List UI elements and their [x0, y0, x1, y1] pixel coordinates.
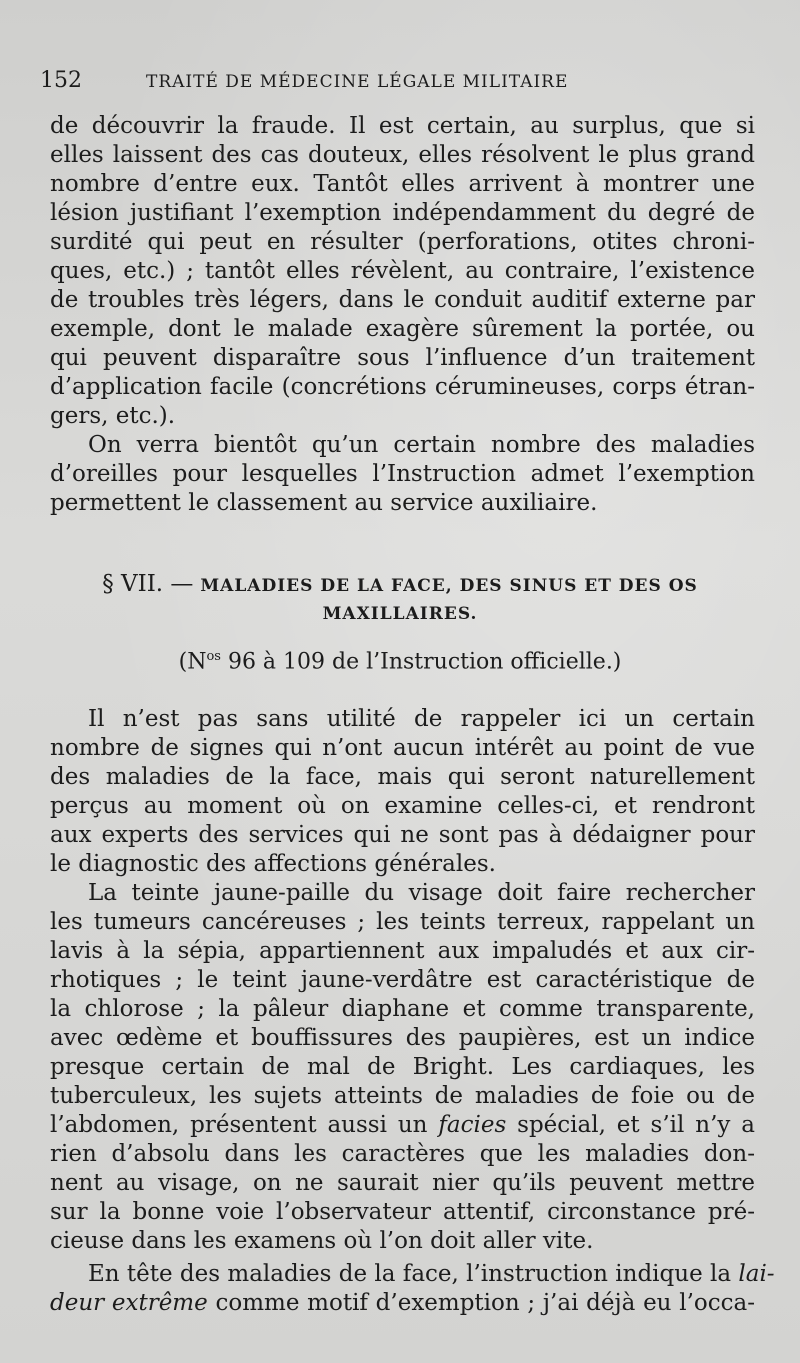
- text-line: cieuse dans les examens où l’on doit aller vite.: [50, 1228, 594, 1254]
- text-line: gers, etc.).: [50, 403, 176, 429]
- text-line: d’application facile (concrétions cérumineuses, corps étran-: [50, 374, 755, 400]
- text-line: avec œdème et bouffissures des paupières, est un indice: [50, 1025, 755, 1051]
- line-text: spécial, et s’il n’y a: [506, 1112, 755, 1138]
- section-number: § VII. —: [102, 571, 194, 597]
- text-line: les tumeurs cancéreuses ; les teints terreux, rappelant un: [50, 909, 755, 935]
- text-line: rien d’absolu dans les caractères que les maladies don-: [50, 1141, 755, 1167]
- reference-prefix: (N: [178, 649, 207, 675]
- text-line: de découvrir la fraude. Il est certain, au surplus, que si: [50, 113, 755, 139]
- line-text: En tête des maladies de la face, l’instruction indique la: [88, 1261, 739, 1287]
- text-line: la chlorose ; la pâleur diaphane et comme transparente,: [50, 996, 755, 1022]
- section-heading: [40, 570, 760, 600]
- text-line: lésion justifiant l’exemption indépendamment du degré de: [50, 200, 755, 226]
- text-line: lavis à la sépia, appartiennent aux impaludés et aux cir-: [50, 938, 755, 964]
- italic-phrase: deur extrême: [50, 1290, 208, 1316]
- reference-superscript: os: [206, 649, 221, 664]
- text-line: perçus au moment où on examine celles-ci, et rendront: [50, 793, 755, 819]
- text-line: [88, 1260, 775, 1288]
- italic-word: facies: [438, 1112, 507, 1138]
- text-line: aux experts des services qui ne sont pas à dédaigner pour: [50, 822, 755, 848]
- text-line: [50, 1111, 755, 1139]
- text-line: exemple, dont le malade exagère sûrement la portée, ou: [50, 316, 755, 342]
- reference-text: 96 à 109 de l’Instruction officielle.): [220, 649, 622, 675]
- text-line: sur la bonne voie l’observateur attentif, circonstance pré-: [50, 1199, 755, 1225]
- text-line: presque certain de mal de Bright. Les cardiaques, les: [50, 1054, 755, 1080]
- text-line: des maladies de la face, mais qui seront naturellement: [50, 764, 755, 790]
- text-line: On verra bientôt qu’un certain nombre des maladies: [88, 432, 755, 458]
- text-line: Il n’est pas sans utilité de rappeler ici un certain: [88, 706, 755, 732]
- text-line: tuberculeux, les sujets atteints de maladies de foie ou de: [50, 1083, 755, 1109]
- line-text: comme motif d’exemption ; j’ai déjà eu l’occa-: [207, 1290, 755, 1316]
- section-title-line2: MAXILLAIRES.: [322, 604, 478, 624]
- page-header: [40, 68, 760, 98]
- section-reference: [40, 643, 760, 676]
- text-line: elles laissent des cas douteux, elles résolvent le plus grand: [50, 142, 755, 168]
- text-line: [50, 1289, 755, 1317]
- text-line: le diagnostic des affections générales.: [50, 851, 496, 877]
- text-line: nombre d’entre eux. Tantôt elles arrivent à montrer une: [50, 171, 755, 197]
- text-line: La teinte jaune-paille du visage doit faire rechercher: [88, 880, 755, 906]
- text-line: nent au visage, on ne saurait nier qu’ils peuvent mettre: [50, 1170, 755, 1196]
- line-text: l’abdomen, présentent aussi un: [50, 1112, 439, 1138]
- page-number: 152: [40, 68, 82, 93]
- text-line: d’oreilles pour lesquelles l’Instruction admet l’exemption: [50, 461, 755, 487]
- text-line: de troubles très légers, dans le conduit auditif externe par: [50, 287, 755, 313]
- text-line: qui peuvent disparaître sous l’influence d’un traitement: [50, 345, 755, 371]
- text-line: permettent le classement au service auxiliaire.: [50, 490, 598, 516]
- text-line: surdité qui peut en résulter (perforations, otites chroni-: [50, 229, 755, 255]
- text-line: nombre de signes qui n’ont aucun intérêt au point de vue: [50, 735, 755, 761]
- section-title-line1: MALADIES DE LA FACE, DES SINUS ET DES OS: [200, 576, 698, 596]
- italic-word: lai-: [738, 1261, 775, 1287]
- text-line: ques, etc.) ; tantôt elles révèlent, au contraire, l’existence: [50, 258, 755, 284]
- text-line: rhotiques ; le teint jaune-verdâtre est caractéristique de: [50, 967, 755, 993]
- running-title: TRAITÉ DE MÉDECINE LÉGALE MILITAIRE: [146, 72, 569, 92]
